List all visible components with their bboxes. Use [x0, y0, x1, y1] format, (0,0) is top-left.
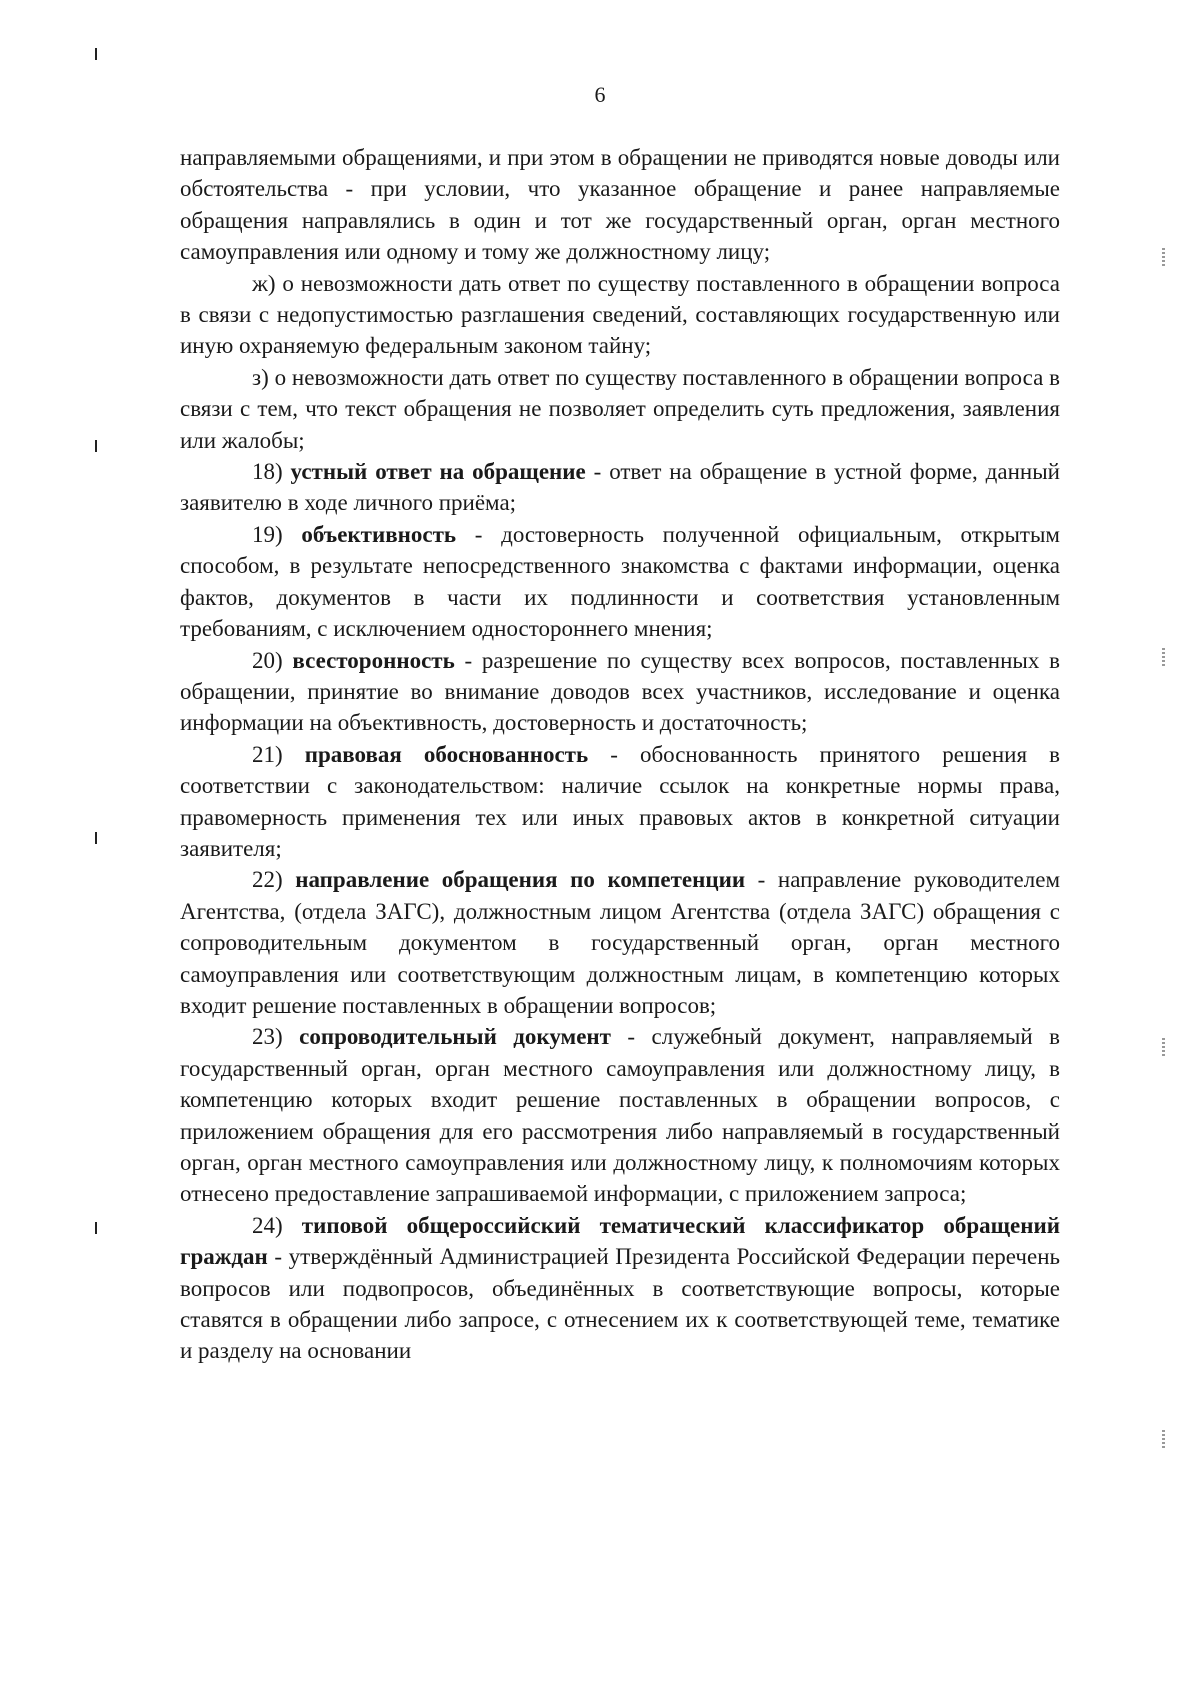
paragraph [180, 1210, 1060, 1367]
term-bold: объективность [301, 521, 457, 547]
paragraph [180, 142, 1060, 268]
page-number: 6 [594, 82, 606, 107]
paragraph [180, 456, 1060, 519]
paragraph-text: 22) [252, 867, 296, 893]
paragraph-text: - служебный документ, направляемый в государственный орган, орган местного самоуправления или должностному лицу, в компетенцию которых входит решение поставленных в обращении вопросов, с приложением обращения для его рассмотрения либо направляемый в государственный орган, орган местного самоуправления или должностному лицу, к полномочиям которых отнесено предоставление запрашиваемой информации, с приложением запроса; [180, 1024, 1060, 1207]
paragraph [180, 268, 1060, 362]
paragraph-text: - направление руководителем Агентства, (отдела ЗАГС), должностным лицом Агентства (отдела ЗАГС) обращения с сопроводительным документом в государственный орган, орган местного самоуправления или соответствующим должностным лицам, в компетенцию которых входит решение поставленных в обращении вопросов; [180, 867, 1060, 1018]
term-bold: правовая обоснованность [304, 741, 589, 767]
margin-tick [95, 832, 97, 844]
paragraph-text: - утверждённый Администрацией Президента Российской Федерации перечень вопросов или подвопросов, объединённых в соответствующие вопросы, которые ставятся в обращении либо запросе, с отнесением их к соответствующей теме, тематике и разделу на основании [180, 1244, 1060, 1364]
paragraph-text: направляемыми обращениями, и при этом в обращении не приводятся новые доводы или обстоятельства - при условии, что указанное обращение и ранее направляемые обращения направлялись в один и тот же государственный орган, орган местного самоуправления или одному и тому же должностному лицу; [180, 145, 1060, 265]
paragraph [180, 362, 1060, 456]
margin-tick [95, 1222, 97, 1234]
paragraph-text: 24) [252, 1212, 302, 1238]
paragraph-text: - достоверность полученной официальным, открытым способом, в результате непосредственного знакомства с фактами информации, оценка фактов, документов в части их подлинности и соответствия установленным требованиям, с исключением одностороннего мнения; [180, 521, 1060, 642]
term-bold: сопроводительный документ [299, 1024, 611, 1050]
margin-tick [95, 48, 97, 60]
term-bold: типовой общероссийский тематический классификатор обращений граждан [180, 1212, 1060, 1270]
term-bold: устный ответ на обращение [290, 459, 586, 485]
term-bold: направление обращения по компетенции [295, 867, 746, 893]
scan-edge-mark [1162, 648, 1165, 666]
paragraph-text: - разрешение по существу всех вопросов, поставленных в обращении, принятие во внимание доводов всех участников, исследование и оценка информации на объективность, достоверность и достаточность; [180, 647, 1060, 736]
paragraph-text: ж) о невозможности дать ответ по существу поставленного в обращении вопроса в связи с недопустимостью разглашения сведений, составляющих государственную или иную охраняемую федеральным законом тайну; [180, 270, 1060, 359]
paragraph-text: 19) [252, 521, 302, 547]
paragraph-text: з) о невозможности дать ответ по существу поставленного в обращении вопроса в связи с тем, что текст обращения не позволяет определить суть предложения, заявления или жалобы; [180, 364, 1060, 453]
paragraph [180, 645, 1060, 739]
document-body [180, 142, 1060, 1367]
paragraph-text: 18) [252, 459, 291, 485]
paragraph-text: - обоснованность принятого решения в соответствии с законодательством: наличие ссылок на конкретные нормы права, правомерность применения тех или иных правовых актов в конкретной ситуации заявителя; [180, 741, 1061, 861]
paragraph-text: 23) [252, 1024, 300, 1050]
scan-edge-mark [1162, 248, 1165, 266]
term-bold: всесторонность [292, 647, 455, 673]
paragraph-text: 21) [252, 741, 305, 767]
paragraph [180, 1021, 1060, 1209]
scan-edge-mark [1162, 1038, 1165, 1056]
paragraph [180, 739, 1060, 865]
paragraph [180, 519, 1060, 645]
paragraph [180, 864, 1060, 1021]
margin-tick [95, 440, 97, 452]
scan-edge-mark [1162, 1430, 1165, 1448]
paragraph-text: 20) [252, 647, 293, 673]
paragraph-text: - ответ на обращение в устной форме, данный заявителю в ходе личного приёма; [180, 459, 1060, 516]
